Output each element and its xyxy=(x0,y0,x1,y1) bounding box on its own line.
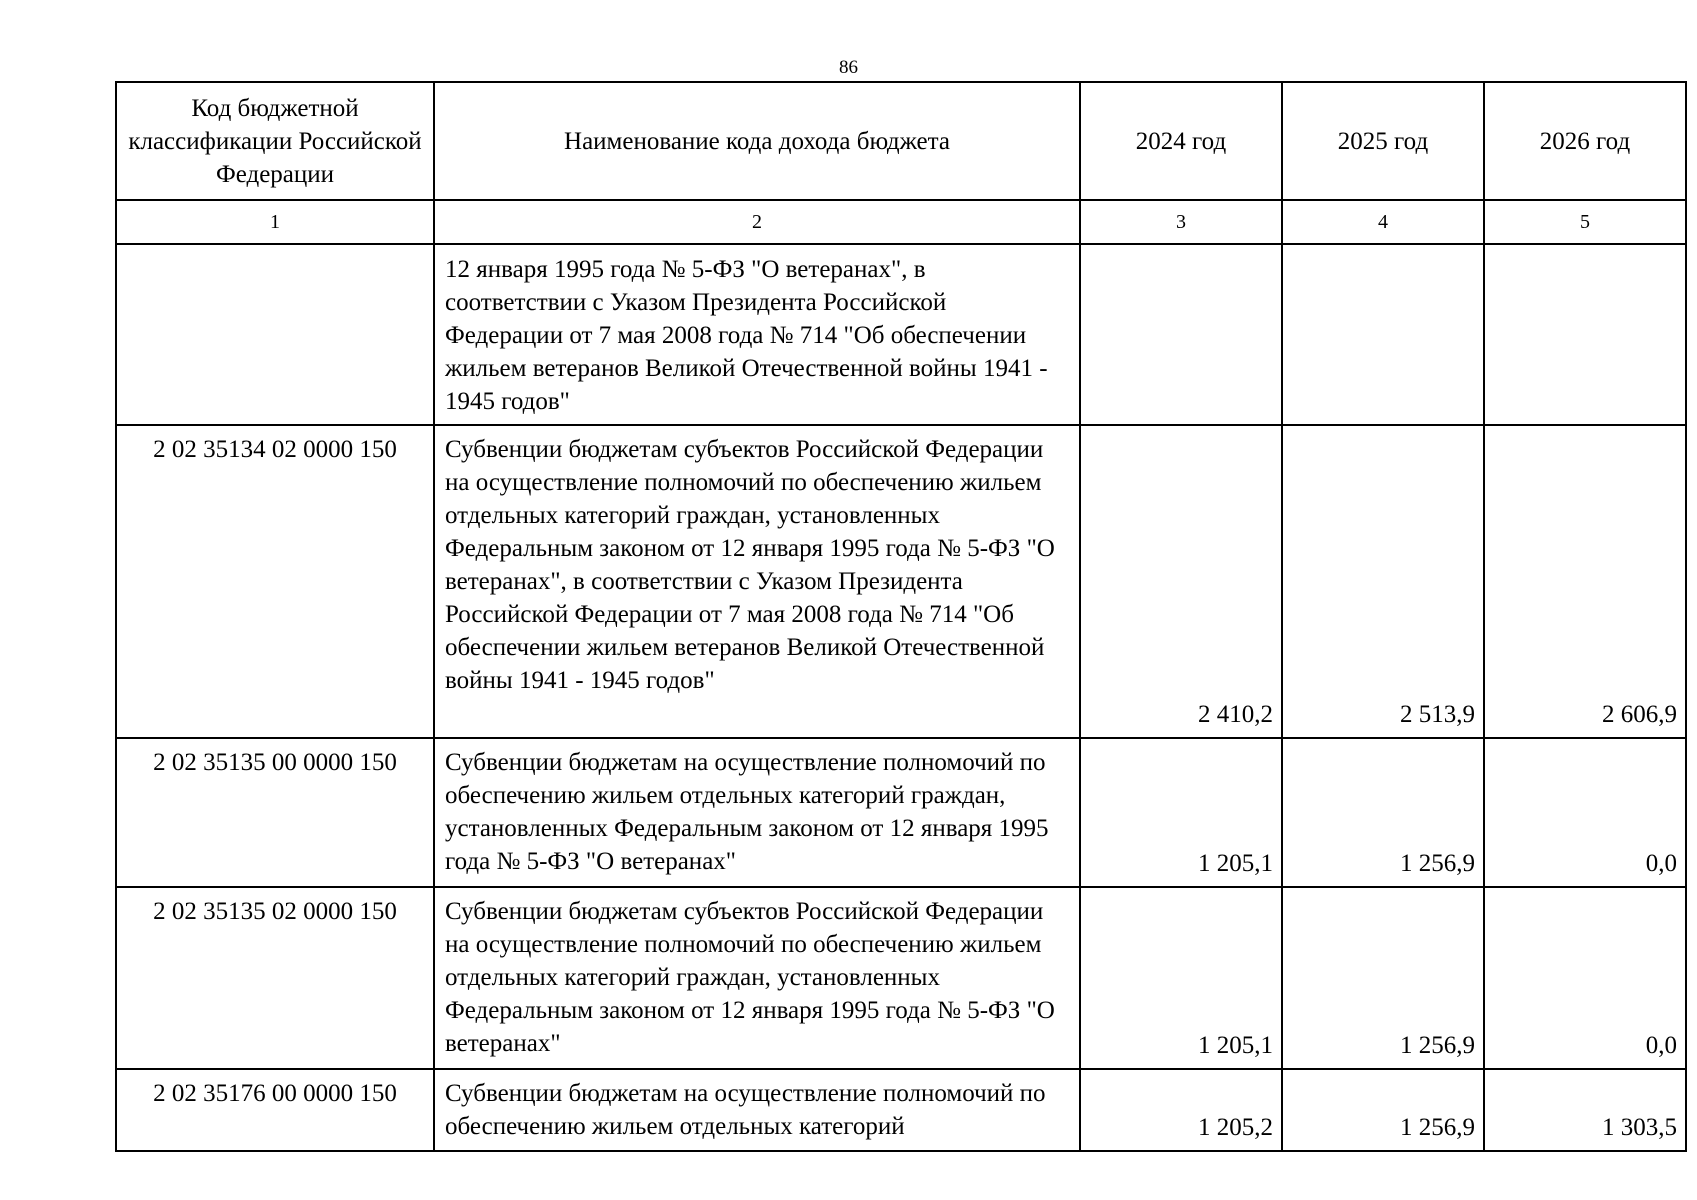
value-2026: 0,0 xyxy=(1484,887,1686,1069)
value-2026: 2 606,9 xyxy=(1484,425,1686,738)
table-row xyxy=(116,244,1686,425)
budget-code: 2 02 35135 02 0000 150 xyxy=(116,887,434,1069)
column-number: 2 xyxy=(434,200,1080,244)
budget-revenue-table xyxy=(115,81,1687,1152)
revenue-name: Субвенции бюджетам на осуществление полномочий по обеспечению жильем отдельных категорий граждан, установленных Федеральным законом от 12 января 1995 года № 5-ФЗ "О ветеранах" xyxy=(434,738,1080,887)
value-2025: 1 256,9 xyxy=(1282,1069,1484,1151)
value-2024 xyxy=(1080,244,1282,425)
value-2026: 0,0 xyxy=(1484,738,1686,887)
value-2025: 1 256,9 xyxy=(1282,887,1484,1069)
column-number: 5 xyxy=(1484,200,1686,244)
header-2024: 2024 год xyxy=(1080,82,1282,200)
column-number: 3 xyxy=(1080,200,1282,244)
table-row xyxy=(116,1069,1686,1151)
value-2024: 1 205,1 xyxy=(1080,738,1282,887)
budget-code: 2 02 35135 00 0000 150 xyxy=(116,738,434,887)
table-row xyxy=(116,425,1686,738)
page-number: 86 xyxy=(839,57,858,78)
value-2025: 1 256,9 xyxy=(1282,738,1484,887)
value-2026: 1 303,5 xyxy=(1484,1069,1686,1151)
budget-code: 2 02 35134 02 0000 150 xyxy=(116,425,434,738)
header-2026: 2026 год xyxy=(1484,82,1686,200)
column-number: 1 xyxy=(116,200,434,244)
value-2026 xyxy=(1484,244,1686,425)
value-2024: 1 205,1 xyxy=(1080,887,1282,1069)
table-row xyxy=(116,887,1686,1069)
value-2025: 2 513,9 xyxy=(1282,425,1484,738)
column-number-row xyxy=(116,200,1686,244)
revenue-name: Субвенции бюджетам субъектов Российской Федерации на осуществление полномочий по обеспечению жильем отдельных категорий граждан, установленных Федеральным законом от 12 января 1995 года № 5-ФЗ "О ветеранах" xyxy=(434,887,1080,1069)
revenue-name: Субвенции бюджетам на осуществление полномочий по обеспечению жильем отдельных категорий xyxy=(434,1069,1080,1151)
value-2025 xyxy=(1282,244,1484,425)
value-2024: 2 410,2 xyxy=(1080,425,1282,738)
header-2025: 2025 год xyxy=(1282,82,1484,200)
budget-code: 2 02 35176 00 0000 150 xyxy=(116,1069,434,1151)
column-number: 4 xyxy=(1282,200,1484,244)
value-2024: 1 205,2 xyxy=(1080,1069,1282,1151)
header-row xyxy=(116,82,1686,200)
revenue-name: Субвенции бюджетам субъектов Российской Федерации на осуществление полномочий по обеспечению жильем отдельных категорий граждан, установленных Федеральным законом от 12 января 1995 года № 5-ФЗ "О ветеранах", в соответствии с Указом Президента Российской Федерации от 7 мая 2008 года № 714 "Об обеспечении жильем ветеранов Великой Отечественной войны 1941 - 1945 годов" xyxy=(434,425,1080,738)
header-name: Наименование кода дохода бюджета xyxy=(434,82,1080,200)
header-code: Код бюджетной классификации Российской Федерации xyxy=(116,82,434,200)
table-row xyxy=(116,738,1686,887)
revenue-name: 12 января 1995 года № 5-ФЗ "О ветеранах", в соответствии с Указом Президента Российской Федерации от 7 мая 2008 года № 714 "Об обеспечении жильем ветеранов Великой Отечественной войны 1941 - 1945 годов" xyxy=(434,244,1080,425)
budget-code xyxy=(116,244,434,425)
